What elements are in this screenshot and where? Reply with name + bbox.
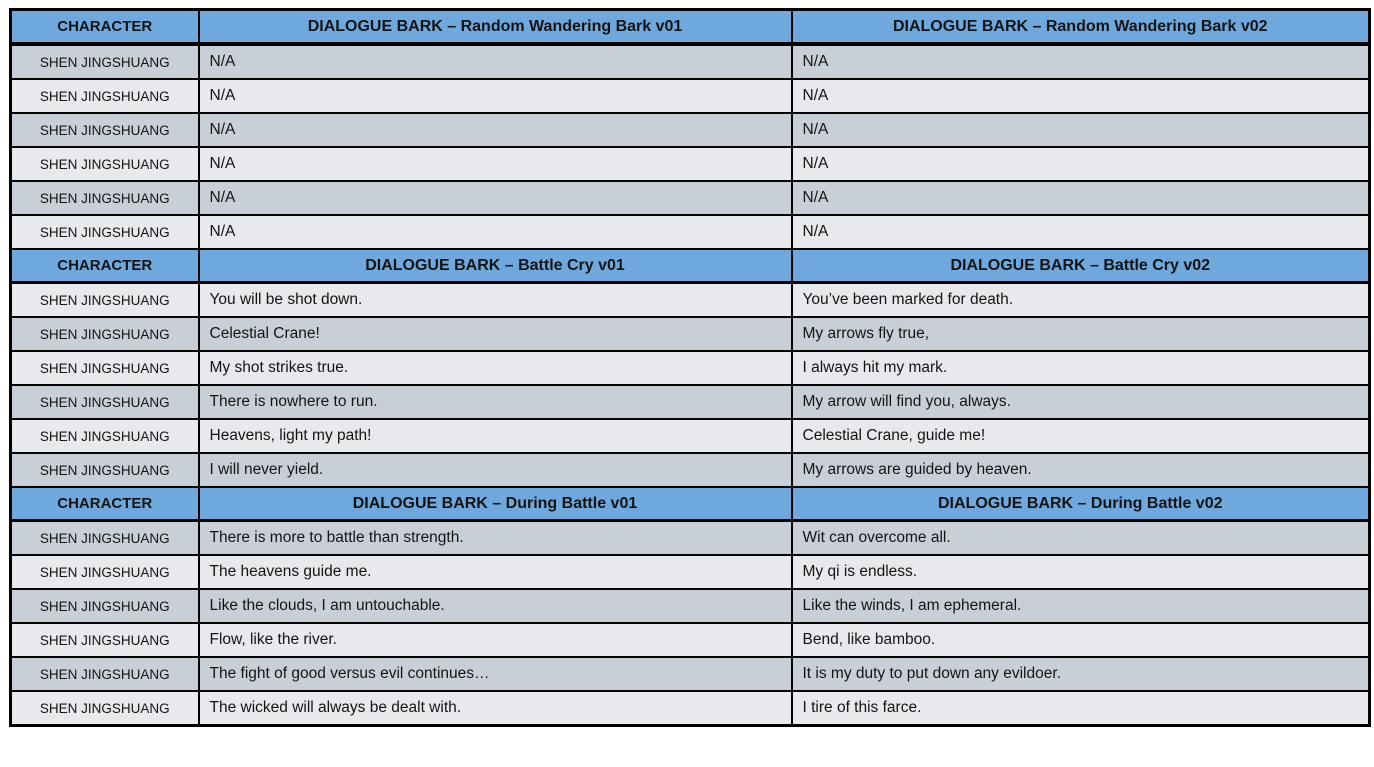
character-cell: SHEN JINGSHUANG xyxy=(11,521,199,556)
character-cell: SHEN JINGSHUANG xyxy=(11,691,199,726)
column-header-character: CHARACTER xyxy=(11,10,199,45)
dialogue-bark-table xyxy=(9,8,1371,727)
bark-v02-cell: Wit can overcome all. xyxy=(792,521,1370,556)
table-row xyxy=(11,44,1370,79)
table-row xyxy=(11,283,1370,318)
character-cell: SHEN JINGSHUANG xyxy=(11,657,199,691)
bark-v01-cell: The fight of good versus evil continues… xyxy=(199,657,792,691)
bark-v02-cell: Like the winds, I am ephemeral. xyxy=(792,589,1370,623)
bark-v01-cell: The heavens guide me. xyxy=(199,555,792,589)
bark-v01-cell: You will be shot down. xyxy=(199,283,792,318)
bark-v01-cell: N/A xyxy=(199,181,792,215)
table-row xyxy=(11,691,1370,726)
character-cell: SHEN JINGSHUANG xyxy=(11,589,199,623)
column-header-bark-v01: DIALOGUE BARK – Random Wandering Bark v01 xyxy=(199,10,792,45)
table-row xyxy=(11,555,1370,589)
bark-v02-cell: N/A xyxy=(792,113,1370,147)
bark-v02-cell: N/A xyxy=(792,79,1370,113)
character-cell: SHEN JINGSHUANG xyxy=(11,555,199,589)
bark-v01-cell: N/A xyxy=(199,215,792,249)
bark-v01-cell: N/A xyxy=(199,147,792,181)
bark-v01-cell: N/A xyxy=(199,113,792,147)
bark-v02-cell: My qi is endless. xyxy=(792,555,1370,589)
column-header-bark-v02: DIALOGUE BARK – Battle Cry v02 xyxy=(792,249,1370,283)
character-cell: SHEN JINGSHUANG xyxy=(11,113,199,147)
bark-v01-cell: Like the clouds, I am untouchable. xyxy=(199,589,792,623)
table-row xyxy=(11,351,1370,385)
bark-v02-cell: N/A xyxy=(792,215,1370,249)
bark-v01-cell: I will never yield. xyxy=(199,453,792,487)
bark-v02-cell: You’ve been marked for death. xyxy=(792,283,1370,318)
character-cell: SHEN JINGSHUANG xyxy=(11,44,199,79)
bark-v02-cell: N/A xyxy=(792,44,1370,79)
bark-v02-cell: Celestial Crane, guide me! xyxy=(792,419,1370,453)
character-cell: SHEN JINGSHUANG xyxy=(11,623,199,657)
bark-v01-cell: There is more to battle than strength. xyxy=(199,521,792,556)
bark-v02-cell: My arrows fly true, xyxy=(792,317,1370,351)
character-cell: SHEN JINGSHUANG xyxy=(11,79,199,113)
section-header-random-wandering xyxy=(11,10,1370,45)
column-header-character: CHARACTER xyxy=(11,487,199,521)
bark-v01-cell: Flow, like the river. xyxy=(199,623,792,657)
table-row xyxy=(11,181,1370,215)
bark-v02-cell: I tire of this farce. xyxy=(792,691,1370,726)
table-row xyxy=(11,419,1370,453)
table-row xyxy=(11,453,1370,487)
table-row xyxy=(11,79,1370,113)
character-cell: SHEN JINGSHUANG xyxy=(11,181,199,215)
bark-v01-cell: The wicked will always be dealt with. xyxy=(199,691,792,726)
table-row xyxy=(11,317,1370,351)
table-row xyxy=(11,215,1370,249)
section-header-battle-cry xyxy=(11,249,1370,283)
bark-v01-cell: Heavens, light my path! xyxy=(199,419,792,453)
table-row xyxy=(11,147,1370,181)
character-cell: SHEN JINGSHUANG xyxy=(11,215,199,249)
column-header-bark-v01: DIALOGUE BARK – During Battle v01 xyxy=(199,487,792,521)
bark-v02-cell: My arrow will find you, always. xyxy=(792,385,1370,419)
bark-v02-cell: I always hit my mark. xyxy=(792,351,1370,385)
character-cell: SHEN JINGSHUANG xyxy=(11,453,199,487)
character-cell: SHEN JINGSHUANG xyxy=(11,147,199,181)
character-cell: SHEN JINGSHUANG xyxy=(11,385,199,419)
character-cell: SHEN JINGSHUANG xyxy=(11,283,199,318)
column-header-character: CHARACTER xyxy=(11,249,199,283)
section-header-during-battle xyxy=(11,487,1370,521)
table-row xyxy=(11,589,1370,623)
table-row xyxy=(11,385,1370,419)
table-row xyxy=(11,623,1370,657)
bark-v01-cell: There is nowhere to run. xyxy=(199,385,792,419)
bark-v01-cell: N/A xyxy=(199,79,792,113)
table-row xyxy=(11,113,1370,147)
character-cell: SHEN JINGSHUANG xyxy=(11,351,199,385)
bark-v01-cell: Celestial Crane! xyxy=(199,317,792,351)
bark-v02-cell: My arrows are guided by heaven. xyxy=(792,453,1370,487)
character-cell: SHEN JINGSHUANG xyxy=(11,317,199,351)
bark-v02-cell: N/A xyxy=(792,181,1370,215)
column-header-bark-v02: DIALOGUE BARK – Random Wandering Bark v02 xyxy=(792,10,1370,45)
bark-v02-cell: It is my duty to put down any evildoer. xyxy=(792,657,1370,691)
bark-v02-cell: N/A xyxy=(792,147,1370,181)
column-header-bark-v02: DIALOGUE BARK – During Battle v02 xyxy=(792,487,1370,521)
character-cell: SHEN JINGSHUANG xyxy=(11,419,199,453)
table-row xyxy=(11,657,1370,691)
bark-v01-cell: N/A xyxy=(199,44,792,79)
bark-v02-cell: Bend, like bamboo. xyxy=(792,623,1370,657)
bark-v01-cell: My shot strikes true. xyxy=(199,351,792,385)
column-header-bark-v01: DIALOGUE BARK – Battle Cry v01 xyxy=(199,249,792,283)
table-row xyxy=(11,521,1370,556)
